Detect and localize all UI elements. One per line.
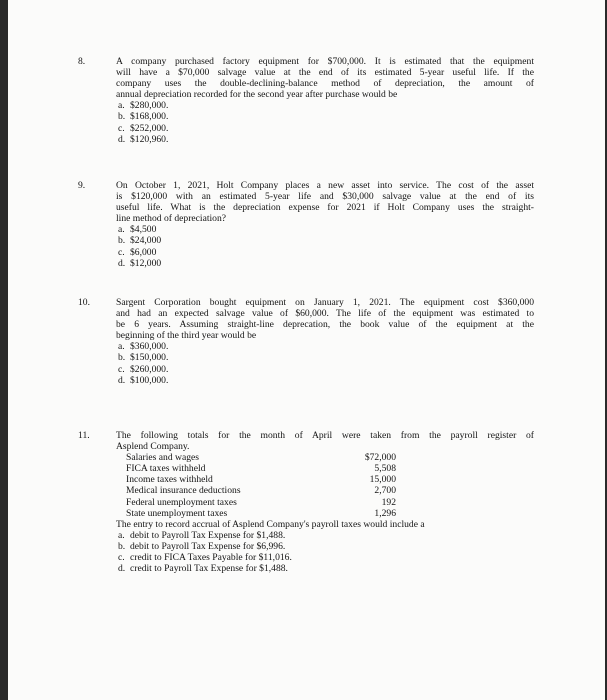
- option-c: c. $6,000: [118, 246, 157, 258]
- question-stem: On October 1, 2021, Holt Company places a new asset into service. The cost of the asset is $120,000 with an estimated 5-year life and $30,000 salvage value at the end of its useful life. What is the depreciation expense for 2021 if Holt Company uses the straight- line method of depreciation?: [116, 180, 534, 225]
- payroll-row: Federal unemployment taxes 192: [126, 496, 396, 508]
- payroll-row: FICA taxes withheld 5,508: [126, 463, 396, 475]
- option-a: a. $280,000.: [118, 100, 169, 112]
- option-b: b. $24,000: [118, 235, 162, 247]
- option-c: c. $252,000.: [118, 122, 169, 134]
- option-a: a. $360,000.: [118, 341, 169, 353]
- document-page: [8, 0, 605, 700]
- question-number: 11.: [78, 430, 90, 441]
- question-number: 9.: [78, 180, 86, 191]
- question-stem: Sargent Corporation bought equipment on January 1, 2021. The equipment cost $360,000 and had an expected salvage value of $60,000. The life of the equipment was estimated to be 6 years. Assuming straight-line deprecation, the book value of the equipment at the beginning of the third year would be: [116, 297, 534, 342]
- payroll-totals-table: [126, 452, 396, 519]
- option-d: d. credit to Payroll Tax Expense for $1,488.: [118, 563, 288, 575]
- payroll-row: Medical insurance deductions 2,700: [126, 485, 396, 497]
- payroll-row: State unemployment taxes 1,296: [126, 507, 396, 519]
- option-a: a. debit to Payroll Tax Expense for $1,488.: [118, 529, 286, 541]
- question-number: 10.: [78, 297, 90, 308]
- option-b: b. debit to Payroll Tax Expense for $6,996.: [118, 540, 286, 552]
- option-b: b. $168,000.: [118, 111, 169, 123]
- question-stem: A company purchased factory equipment for $700,000. It is estimated that the equipment will have a $70,000 salvage value at the end of its estimated 5-year useful life. If the company uses the double-declining-balance method of depreciation, the amount of annual depreciation recorded for the second year after purchase would be: [116, 56, 534, 101]
- option-c: c. $260,000.: [118, 363, 169, 375]
- option-d: d. $120,960.: [118, 133, 169, 145]
- option-d: d. $100,000.: [118, 374, 169, 386]
- question-number: 8.: [78, 56, 86, 67]
- option-a: a. $4,500: [118, 224, 157, 236]
- payroll-row: Income taxes withheld 15,000: [126, 474, 396, 486]
- option-b: b. $150,000.: [118, 352, 169, 364]
- option-d: d. $12,000: [118, 257, 162, 269]
- payroll-row: Salaries and wages $72,000: [126, 452, 396, 464]
- question-stem: The following totals for the month of April were taken from the payroll register of Asplend Company.: [116, 430, 534, 453]
- option-c: c. credit to FICA Taxes Payable for $11,016.: [118, 552, 292, 564]
- question-followup: The entry to record accrual of Asplend Company's payroll taxes would include a: [116, 518, 425, 530]
